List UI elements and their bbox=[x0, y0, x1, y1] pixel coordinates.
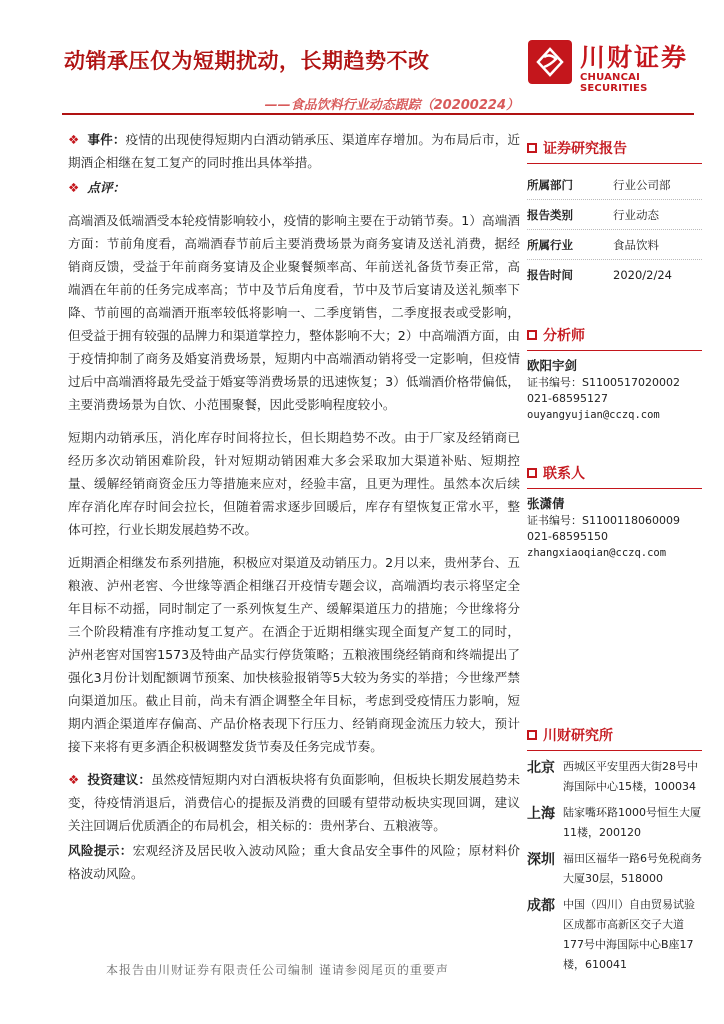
diamond-bullet-icon: ❖ bbox=[68, 772, 80, 787]
meta-row bbox=[527, 170, 702, 200]
event-paragraph bbox=[68, 128, 520, 174]
report-section-header: 证券研究报告 bbox=[527, 138, 702, 158]
section-divider bbox=[527, 488, 702, 489]
office-city: 上海 bbox=[527, 806, 555, 822]
section-divider bbox=[527, 350, 702, 351]
logo-subtitle: CHUANCAI SECURITIES bbox=[580, 72, 648, 94]
section-divider bbox=[527, 163, 702, 164]
event-text: 疫情的出现使得短期内白酒动销承压、渠道库存增加。为布局后市，近期酒企相继在复工复产的同时推出具体举措。 bbox=[68, 132, 521, 170]
square-marker-icon bbox=[527, 468, 537, 478]
risk-label: 风险提示： bbox=[68, 843, 133, 858]
invest-paragraph bbox=[68, 768, 520, 837]
comment-paragraph-1: 高端酒及低端酒受本轮疫情影响较小，疫情的影响主要在于动销节奏。1）高端酒方面：节前角度看，高端酒春节前后主要消费场景为商务宴请及送礼消费，据经销商反馈，受益于年前商务宴请及企业聚餐频率高、年前送礼备货节奏正常，高端酒在年前的任务完成率高；节中及节后角度看，节中及节后宴请及送礼频率下降、节前囤的高端酒开瓶率较低将影响一、二季度销售，二季度报表或受影响，但受益于拥有较强的品牌力和渠道掌控力，整体影响不大；2）中高端酒方面，由于疫情抑制了商务及婚宴消费场景，短期内中高端酒动销将受一定影响，但疫情过后中高端酒将最先受益于婚宴等消费场景的迅速恢复；3）低端酒价格带偏低，主要消费场景为自饮、小范围聚餐，因此受影响程度较小。 bbox=[68, 213, 520, 412]
contact-phone: 021-68595150 bbox=[527, 530, 608, 543]
logo-mark-icon bbox=[528, 40, 572, 84]
comment-heading bbox=[68, 176, 520, 199]
sidebar bbox=[527, 138, 702, 981]
contact-email[interactable]: zhangxiaoqian@cczq.com bbox=[527, 547, 667, 559]
meta-value: 行业动态 bbox=[613, 207, 659, 222]
diamond-bullet-icon: ❖ bbox=[68, 180, 80, 195]
contact-section-header: 联系人 bbox=[527, 463, 702, 483]
office-entry bbox=[527, 895, 702, 975]
comment-paragraph-2: 短期内动销承压，消化库存时间将拉长，但长期趋势不改。由于厂家及经销商已经历多次动销困难阶段，针对短期动销困难大多会采取加大渠道补贴、短期控量、缓解经销商资金压力等措施来应对，经验丰富，且更为理性。虽然本次后续库存消化库存时间会拉长，但随着需求逐步回暖后，库存有望恢复正常水平，整体可控，行业长期发展趋势不改。 bbox=[68, 430, 520, 537]
meta-value: 食品饮料 bbox=[613, 237, 659, 252]
square-marker-icon bbox=[527, 730, 537, 740]
meta-row bbox=[527, 200, 702, 230]
meta-key: 所属部门 bbox=[527, 177, 573, 192]
analyst-phone: 021-68595127 bbox=[527, 392, 608, 405]
page-title: 动销承压仅为短期扰动，长期趋势不改 bbox=[64, 49, 430, 73]
office-address: 中国（四川）自由贸易试验区成都市高新区交子大道177号中海国际中心B座17楼，610041 bbox=[563, 898, 695, 971]
office-city: 深圳 bbox=[527, 852, 555, 868]
invest-label: 投资建议： bbox=[87, 772, 152, 787]
header-divider bbox=[62, 113, 694, 115]
meta-key: 所属行业 bbox=[527, 237, 573, 252]
office-address: 福田区福华一路6号免税商务大厦30层，518000 bbox=[563, 852, 702, 885]
office-city: 成都 bbox=[527, 898, 555, 914]
institute-section-header: 川财研究所 bbox=[527, 725, 702, 745]
comment-label: 点评： bbox=[87, 180, 126, 195]
comment-paragraph-3: 近期酒企相继发布系列措施，积极应对渠道及动销压力。2月以来，贵州茅台、五粮液、泸州老窖、今世缘等酒企相继召开疫情专题会议，高端酒均表示将坚定全年目标不动摇，同时制定了一系列恢复生产、缓解渠道压力的措施；今世缘将分三个阶段精准有序推动复工复产。在酒企于近期相继实现全面复产复工的同时，泸州老窖对国窖1573及特曲产品实行停货策略；五粮液围绕经销商和终端提出了强化3月份计划配额调节预案、加快核验报销等5大较为务实的举措；今世缘严禁向渠道加压。截止目前，尚未有酒企调整全年目标，考虑到受疫情压力影响，短期内酒企渠道库存偏高、产品价格表现下行压力、经销商现金流压力较大，预计接下来将有更多酒企积极调整发货节奏及任务完成节奏。 bbox=[68, 555, 520, 754]
office-address: 西城区平安里西大街28号中海国际中心15楼，100034 bbox=[563, 760, 698, 793]
diamond-bullet-icon: ❖ bbox=[68, 132, 80, 147]
event-label: 事件： bbox=[87, 132, 126, 147]
office-city: 北京 bbox=[527, 760, 555, 776]
section-divider bbox=[527, 750, 702, 751]
contact-cert: 证书编号：S1100118060009 bbox=[527, 514, 680, 527]
analyst-email[interactable]: ouyangyujian@cczq.com bbox=[527, 409, 660, 421]
meta-row bbox=[527, 260, 702, 289]
analyst-section-header: 分析师 bbox=[527, 325, 702, 345]
meta-key: 报告类别 bbox=[527, 207, 573, 222]
square-marker-icon bbox=[527, 330, 537, 340]
main-content bbox=[68, 128, 520, 885]
logo-name: 川财证券 bbox=[580, 43, 689, 72]
meta-value: 行业公司部 bbox=[613, 177, 671, 192]
analyst-name: 欧阳宇剑 bbox=[527, 358, 578, 373]
meta-key: 报告时间 bbox=[527, 267, 573, 282]
page-footer: 本报告由川财证券有限责任公司编制 谨请参阅尾页的重要声 bbox=[106, 963, 449, 977]
page-subtitle: ——食品饮料行业动态跟踪（20200224） bbox=[264, 98, 519, 113]
office-entry bbox=[527, 849, 702, 889]
risk-text: 宏观经济及居民收入波动风险；重大食品安全事件的风险；原材料价格波动风险。 bbox=[68, 843, 521, 881]
analyst-cert: 证书编号：S1100517020002 bbox=[527, 376, 680, 389]
invest-text: 虽然疫情短期内对白酒板块将有负面影响，但板块长期发展趋势未变，待疫情消退后，消费信心的提振及消费的回暖有望带动板块实现回调，建议关注回调后优质酒企的布局机会，相关标的：贵州茅台、五粮液等。 bbox=[68, 772, 521, 833]
office-entry bbox=[527, 757, 702, 797]
risk-paragraph bbox=[68, 839, 520, 885]
meta-value: 2020/2/24 bbox=[613, 267, 672, 282]
office-entry bbox=[527, 803, 702, 843]
meta-row bbox=[527, 230, 702, 260]
square-marker-icon bbox=[527, 143, 537, 153]
contact-name: 张潇倩 bbox=[527, 496, 565, 511]
office-address: 陆家嘴环路1000号恒生大厦11楼，200120 bbox=[563, 806, 701, 839]
company-logo bbox=[528, 36, 708, 96]
